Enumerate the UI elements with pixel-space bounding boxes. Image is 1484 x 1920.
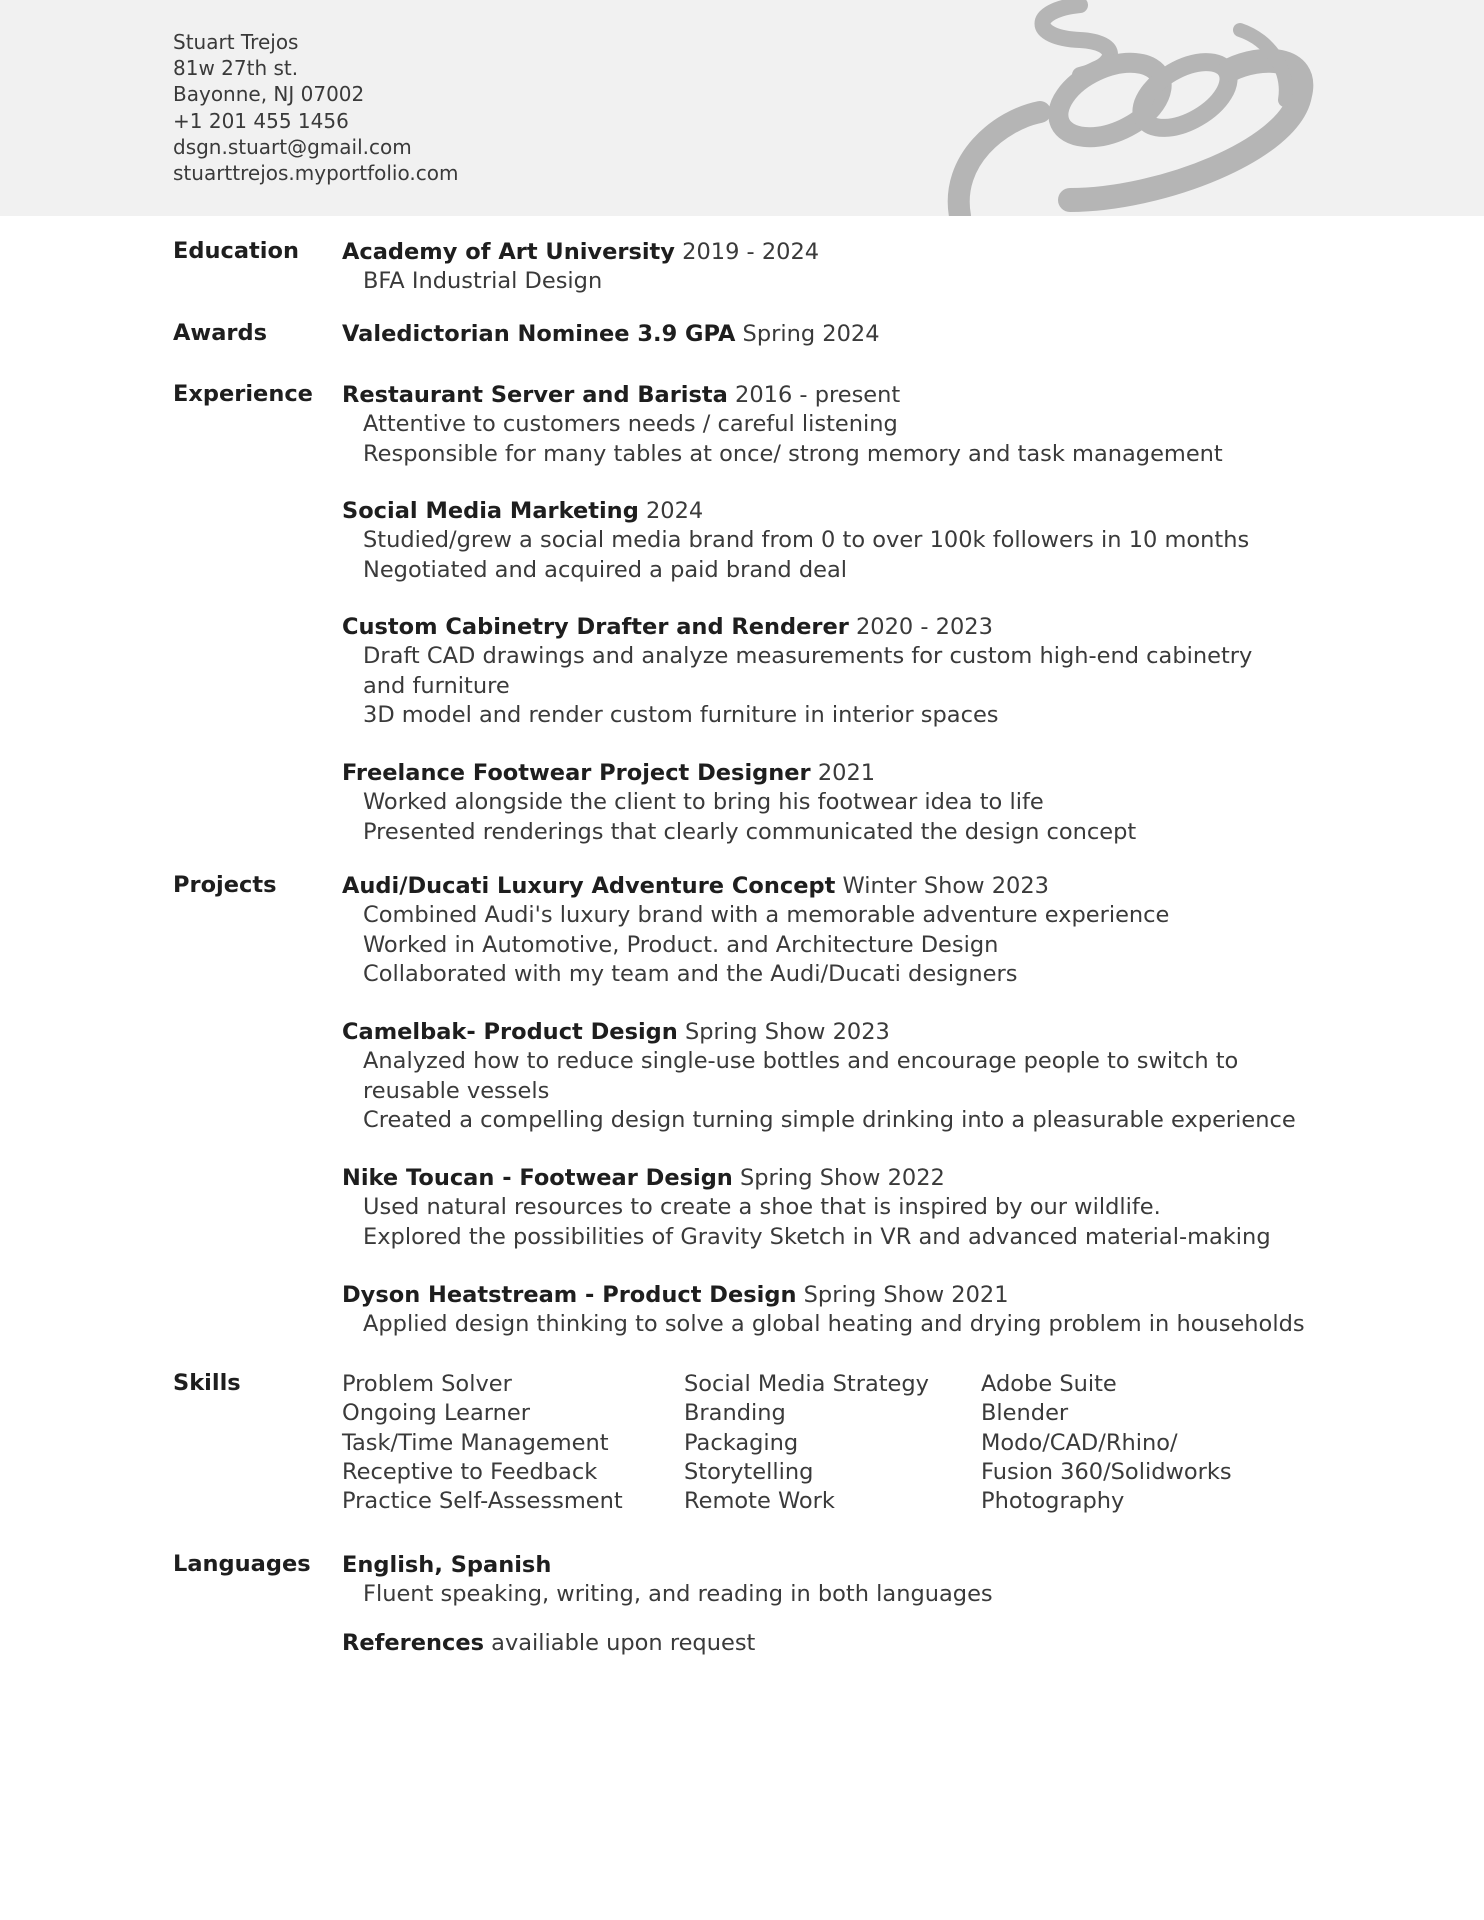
entry-line: reusable vessels <box>363 1077 550 1104</box>
contact-phone: +1 201 455 1456 <box>173 108 349 133</box>
project-entry <box>342 1164 1271 1252</box>
entry-line: 3D model and render custom furniture in interior spaces <box>363 701 999 728</box>
entry-title: Nike Toucan - Footwear Design <box>342 1165 733 1191</box>
references-label: References <box>342 1630 484 1656</box>
skill-item: Adobe Suite <box>981 1371 1117 1397</box>
languages-detail: Fluent speaking, writing, and reading in both languages <box>363 1581 993 1608</box>
entry-title: Audi/Ducati Luxury Adventure Concept <box>342 873 836 899</box>
skill-item: Branding <box>684 1400 786 1427</box>
entry-date: 2021 <box>817 760 876 786</box>
skill-item: Receptive to Feedback <box>342 1458 598 1485</box>
entry-date: Winter Show 2023 <box>842 873 1049 899</box>
references-text: availiable upon request <box>491 1630 756 1656</box>
section-label-experience: Experience <box>173 381 313 407</box>
section-label-skills: Skills <box>173 1370 241 1396</box>
section-label-languages: Languages <box>173 1551 311 1577</box>
skill-item: Social Media Strategy <box>684 1371 929 1397</box>
entry-line: Explored the possibilities of Gravity Sketch in VR and advanced material-making <box>363 1223 1271 1250</box>
skill-item: Ongoing Learner <box>342 1400 530 1427</box>
contact-website: stuarttrejos.myportfolio.com <box>173 161 459 186</box>
education-block <box>342 238 819 297</box>
experience-entry <box>342 497 1249 585</box>
awards-block <box>342 320 880 349</box>
skill-item: Blender <box>981 1400 1069 1427</box>
contact-street: 81w 27th st. <box>173 56 299 81</box>
skill-item: Remote Work <box>684 1488 835 1515</box>
education-degree: BFA Industrial Design <box>363 268 603 295</box>
skills-column-software <box>981 1370 1232 1516</box>
project-entry <box>342 1281 1305 1340</box>
entry-line: Worked in Automotive, Product. and Architecture Design <box>363 931 999 958</box>
experience-entry <box>342 759 1136 847</box>
skills-column-soft <box>342 1370 623 1516</box>
education-school: Academy of Art University <box>342 239 675 265</box>
skill-item: Task/Time Management <box>342 1429 609 1456</box>
header-band <box>0 0 1484 216</box>
entry-line: Attentive to customers needs / careful listening <box>363 411 898 438</box>
entry-line: Worked alongside the client to bring his footwear idea to life <box>363 789 1044 816</box>
entry-line: Applied design thinking to solve a global heating and drying problem in households <box>363 1311 1305 1338</box>
skill-item: Problem Solver <box>342 1371 512 1397</box>
entry-line: Created a compelling design turning simple drinking into a pleasurable experience <box>363 1106 1296 1133</box>
skill-item: Modo/CAD/Rhino/ <box>981 1429 1178 1456</box>
languages-block <box>342 1551 993 1610</box>
entry-date: Spring Show 2023 <box>684 1019 890 1045</box>
entry-line: Presented renderings that clearly communicated the design concept <box>363 818 1137 845</box>
entry-line: Combined Audi's luxury brand with a memorable adventure experience <box>363 902 1170 929</box>
contact-name: Stuart Trejos <box>173 30 299 54</box>
award-title: Valedictorian Nominee 3.9 GPA <box>342 321 736 347</box>
entry-line: Used natural resources to create a shoe that is inspired by our wildlife. <box>363 1194 1161 1221</box>
entry-title: Restaurant Server and Barista <box>342 382 728 408</box>
entry-title: Dyson Heatstream - Product Design <box>342 1282 797 1308</box>
entry-date: 2020 - 2023 <box>855 614 993 640</box>
entry-title: Custom Cabinetry Drafter and Renderer <box>342 614 849 640</box>
contact-email: dsgn.stuart@gmail.com <box>173 134 412 159</box>
entry-date: Spring Show 2022 <box>739 1165 945 1191</box>
skill-item: Photography <box>981 1488 1125 1515</box>
section-label-projects: Projects <box>173 872 277 898</box>
experience-entry <box>342 381 1223 469</box>
skill-item: Practice Self-Assessment <box>342 1488 623 1515</box>
contact-block <box>173 29 458 186</box>
section-label-education: Education <box>173 238 299 264</box>
entry-title: Social Media Marketing <box>342 498 639 524</box>
award-date: Spring 2024 <box>742 321 880 347</box>
skill-item: Packaging <box>684 1429 799 1456</box>
entry-line: Collaborated with my team and the Audi/Ducati designers <box>363 960 1018 987</box>
experience-entry <box>342 613 1252 730</box>
project-entry <box>342 1018 1296 1135</box>
entry-line: and furniture <box>363 672 510 699</box>
entry-date: Spring Show 2021 <box>803 1282 1009 1308</box>
entry-date: 2016 - present <box>735 382 901 408</box>
entry-date: 2024 <box>645 498 704 524</box>
entry-line: Draft CAD drawings and analyze measurements for custom high-end cabinetry <box>363 643 1253 670</box>
entry-line: Analyzed how to reduce single-use bottles and encourage people to switch to <box>363 1048 1239 1075</box>
languages-title: English, Spanish <box>342 1552 552 1578</box>
entry-title: Freelance Footwear Project Designer <box>342 760 811 786</box>
education-years: 2019 - 2024 <box>682 239 820 265</box>
skill-item: Fusion 360/Solidworks <box>981 1458 1232 1485</box>
references-block <box>342 1629 755 1658</box>
project-entry <box>342 872 1169 989</box>
skills-column-marketing <box>684 1370 929 1516</box>
entry-title: Camelbak- Product Design <box>342 1019 678 1045</box>
entry-line: Responsible for many tables at once/ strong memory and task management <box>363 440 1223 467</box>
entry-line: Studied/grew a social media brand from 0 to over 100k followers in 10 months <box>363 527 1250 554</box>
skill-item: Storytelling <box>684 1458 814 1485</box>
contact-city: Bayonne, NJ 07002 <box>173 82 365 107</box>
entry-line: Negotiated and acquired a paid brand deal <box>363 556 848 583</box>
section-label-awards: Awards <box>173 320 267 346</box>
